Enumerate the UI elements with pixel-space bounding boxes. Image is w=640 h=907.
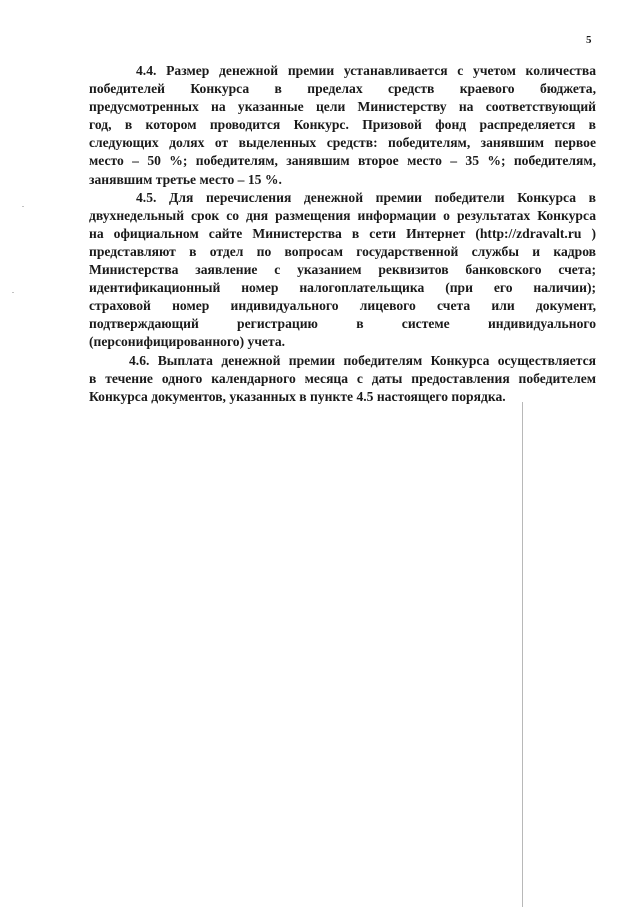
paragraph-line: подтверждающий регистрацию в системе индивидуального (89, 316, 596, 332)
paragraph-line: 4.4. Размер денежной премии устанавливается с учетом количества (136, 63, 596, 78)
paragraph-line: место – 50 %; победителям, занявшим второе место – 35 %; победителям, (89, 153, 596, 169)
paragraph-line: следующих долях от выделенных средств: победителям, занявшим первое (89, 135, 596, 151)
paragraph-line: занявшим третье место – 15 %. (89, 171, 282, 187)
scan-artifact-dot (22, 206, 24, 207)
paragraph-line: предусмотренных на указанные цели Министерству на соответствующий (89, 99, 596, 115)
document-body (89, 62, 596, 406)
paragraph-line: в течение одного календарного месяца с даты предоставления победителем (89, 370, 596, 386)
paragraph-4-4 (89, 62, 596, 189)
paragraph-line: Министерства заявление с указанием реквизитов банковского счета; (89, 262, 596, 278)
paragraph-line: на официальном сайте Министерства в сети Интернет (http://zdravalt.ru ) (89, 225, 596, 241)
scan-artifact-dot (12, 292, 14, 293)
paragraph-line: страховой номер индивидуального лицевого счета или документ, (89, 298, 596, 314)
paragraph-line: представляют в отдел по вопросам государственной службы и кадров (89, 243, 596, 259)
paragraph-4-5 (89, 189, 596, 352)
paragraph-line: (персонифицированного) учета. (89, 334, 286, 350)
paragraph-line: Конкурса документов, указанных в пункте 4.5 настоящего порядка. (89, 388, 506, 404)
page-number: 5 (586, 34, 592, 46)
paragraph-line: двухнедельный срок со дня размещения информации о результатах Конкурса (89, 207, 596, 223)
paragraph-line: идентификационный номер налогоплательщика (при его наличии); (89, 280, 596, 296)
paragraph-line: 4.6. Выплата денежной премии победителям Конкурса осуществляется (129, 352, 596, 368)
paragraph-line: 4.5. Для перечисления денежной премии победители Конкурса в (136, 189, 596, 205)
paragraph-line: год, в котором проводится Конкурс. Призовой фонд распределяется в (89, 117, 596, 133)
paragraph-4-6 (89, 352, 596, 406)
scan-artifact-line (522, 402, 523, 907)
paragraph-line: победителей Конкурса в пределах средств краевого бюджета, (89, 81, 596, 97)
